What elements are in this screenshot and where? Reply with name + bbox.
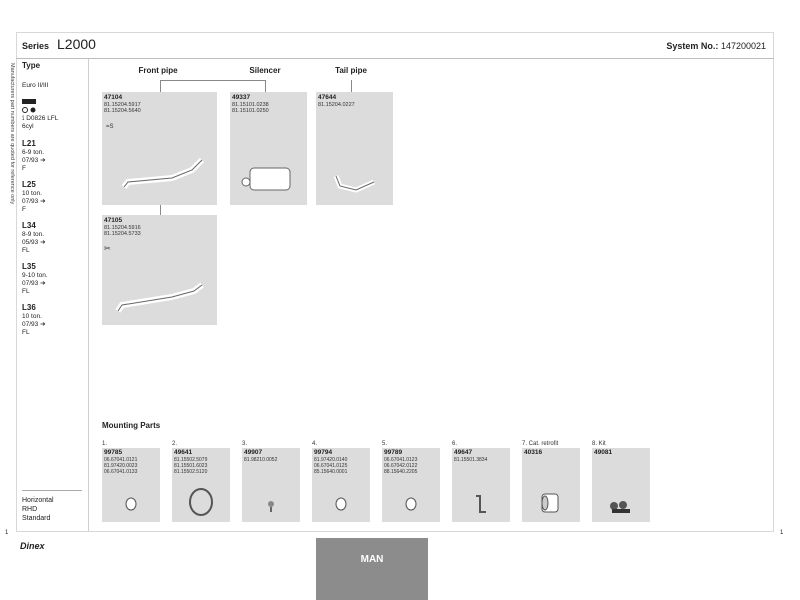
category-silencer: Silencer [249, 66, 281, 75]
sidebar-divider [88, 59, 89, 531]
part-number: 99794 [314, 449, 333, 456]
cut-symbol: ✂ [104, 244, 111, 253]
mounting-item[interactable]: 6. 49647 81.15501.3834 [452, 441, 510, 522]
page-number: 1 [780, 530, 784, 536]
system-number [666, 41, 766, 51]
arrow-right-icon: ➔ [40, 321, 46, 328]
arrow-right-icon: ➔ [40, 280, 46, 287]
series-label: Series [22, 41, 50, 51]
mounting-index: 1. [102, 441, 108, 447]
oem-number: 81.15204.0227 [318, 102, 355, 108]
front-pipe-drawing [102, 92, 217, 205]
part-number: 49641 [174, 449, 193, 456]
clamp-symbol: =S [106, 124, 114, 130]
part-number: 47105 [104, 217, 123, 224]
front-pipe-drawing [102, 215, 217, 325]
part-number: 99785 [104, 449, 123, 456]
mounting-item[interactable]: 1. 99785 06.67041.0121 81.97420.0023 06.67041.0133 [102, 441, 160, 522]
truck-icon [22, 98, 52, 106]
category-tail-pipe: Tail pipe [335, 66, 367, 75]
part-number: 49647 [454, 449, 473, 456]
mounting-parts-title: Mounting Parts [102, 421, 161, 430]
mounting-index: 8. Kit [592, 441, 606, 447]
mounting-index: 3. [242, 441, 248, 447]
connector-line [160, 80, 266, 87]
part-number: 49081 [594, 449, 613, 456]
oem-number: 81.15204.5733 [104, 231, 141, 237]
part-card[interactable] [316, 92, 393, 205]
mounting-index: 2. [172, 441, 178, 447]
type-label: Type [22, 61, 41, 70]
series-value: L2000 [57, 36, 96, 52]
connector-line [160, 80, 161, 92]
oem-number: 81.15204.5640 [104, 108, 141, 114]
rubber-mount-icon [242, 478, 300, 518]
category-front-pipe: Front pipe [138, 66, 178, 75]
page-edge-number: 1 [5, 530, 9, 536]
mounting-index: 5. [382, 441, 388, 447]
clamp-icon [312, 478, 370, 518]
clamp-icon [382, 478, 440, 518]
make-label: MAN [360, 554, 384, 565]
oem-number: 81.15204.5917 [104, 102, 141, 108]
make-tab[interactable] [316, 538, 428, 600]
part-number: 49337 [232, 94, 251, 101]
kit-icon [592, 478, 650, 518]
variant-l21: L21 6-9 ton. 07/93 ➔ F [22, 139, 46, 172]
part-card[interactable] [230, 92, 307, 205]
mounting-item[interactable] [522, 441, 580, 522]
oem-number: 81.15204.5916 [104, 225, 141, 231]
mounting-index: 4. [312, 441, 318, 447]
system-value: 147200021 [720, 41, 766, 51]
part-number: 47644 [318, 94, 337, 101]
mounting-item[interactable]: 3. 49907 81.98210.0052 [242, 441, 300, 522]
system-label: System No.: [666, 41, 719, 51]
arrow-right-icon: ➔ [40, 198, 46, 205]
connector-line [160, 205, 161, 215]
part-number: 99789 [384, 449, 403, 456]
clamp-icon [102, 478, 160, 518]
silencer-drawing [230, 92, 307, 205]
variant-l34: L34 8-9 ton. 05/93 ➔ FL [22, 221, 46, 254]
variant-l36: L36 10 ton. 07/93 ➔ FL [22, 303, 46, 336]
part-card[interactable] [102, 92, 217, 205]
mounting-item[interactable]: 5. 99789 06.67041.0123 06.67042.0122 88.15640.2205 [382, 441, 440, 522]
arrow-right-icon: ➔ [40, 157, 46, 164]
cylinders: 6cyl [22, 123, 34, 130]
oem-number: 81.15101.0238 [232, 102, 269, 108]
side-note: Manufacturers part numbers are quoted for reference only [9, 63, 15, 205]
bracket-ring-icon [172, 478, 230, 518]
connector-line [351, 80, 352, 92]
dinex-logo: Dinex [20, 541, 45, 551]
mounting-item[interactable]: 4. 99794 81.97420.0140 06.67041.0125 85.15640.0001 [312, 441, 370, 522]
engine-icon: ⟟ [22, 115, 27, 122]
engine: ⟟ D0826 LFL [22, 115, 59, 122]
tail-pipe-drawing [316, 92, 393, 205]
variant-l35: L35 9-10 ton. 07/93 ➔ FL [22, 262, 48, 295]
mounting-index: 6. [452, 441, 458, 447]
catalyst-icon [522, 478, 580, 518]
configuration: Horizontal RHD Standard [22, 497, 54, 522]
connector-line [265, 80, 266, 92]
part-number: 40316 [524, 449, 543, 456]
part-number: 49907 [244, 449, 263, 456]
oem-number: 81.15101.0250 [232, 108, 269, 114]
mounting-item[interactable]: 2. 49641 81.15502.5079 81.15501.6023 81.15502.5120 [172, 441, 230, 522]
part-card[interactable] [102, 215, 217, 325]
header-divider [16, 58, 774, 59]
euro-class: Euro II/III [22, 82, 49, 89]
arrow-right-icon: ➔ [40, 239, 46, 246]
mounting-item[interactable] [592, 441, 650, 522]
bracket-icon [452, 478, 510, 518]
part-number: 47104 [104, 94, 123, 101]
variant-l25: L25 10 ton. 07/93 ➔ F [22, 180, 46, 213]
mounting-index: 7. Cat. retrofit [522, 441, 559, 447]
footer-divider [22, 490, 82, 491]
